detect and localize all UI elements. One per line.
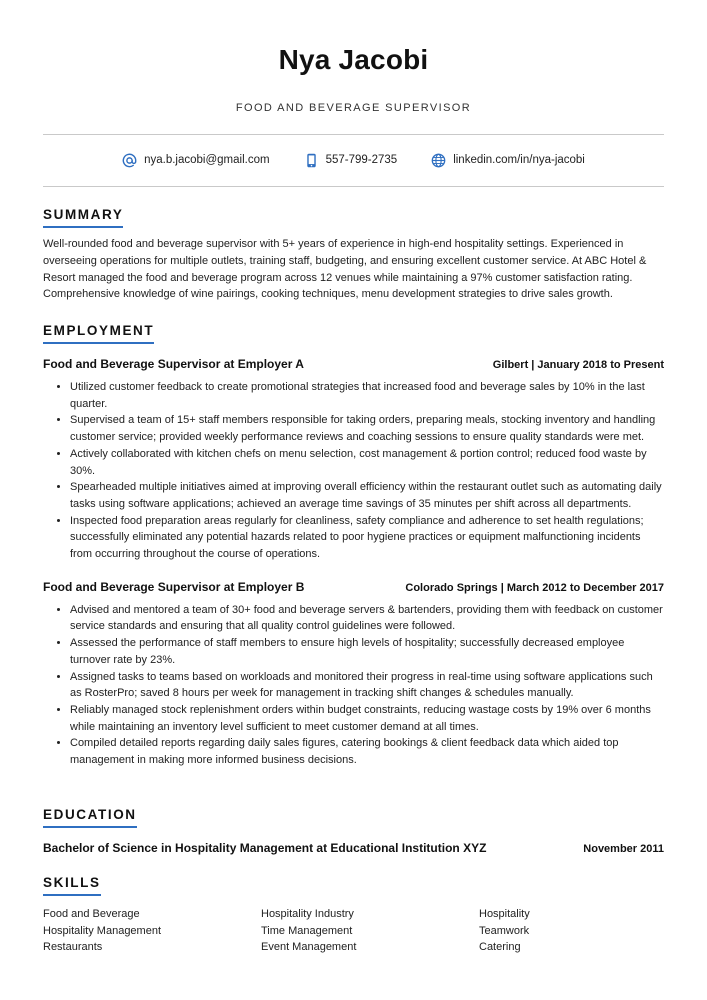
contact-bar <box>0 150 707 170</box>
at-sign-icon <box>122 153 137 168</box>
skill-item: Catering <box>479 941 521 954</box>
phone-text: 557-799-2735 <box>325 154 398 166</box>
contact-linkedin[interactable] <box>431 153 585 168</box>
job-bullets <box>43 602 664 769</box>
bullet-item: • Assigned tasks to teams based on workloads and monitored their progress in real-time using software applications such as RosterPro; saved 8 hours per week for management in tracking shift changes & schedules manually. <box>70 669 664 702</box>
job-meta: Colorado Springs | March 2012 to December 2017 <box>405 581 664 594</box>
education-date: November 2011 <box>583 843 664 855</box>
skill-item: Restaurants <box>43 941 103 954</box>
job-title-text: Food and Beverage Supervisor at Employer B <box>43 579 305 594</box>
bullet-item: • Utilized customer feedback to create promotional strategies that increased food and beverage sales by 10% in the last quarter. <box>70 379 664 412</box>
globe-icon <box>431 153 446 168</box>
skill-item: Teamwork <box>479 924 530 937</box>
bullet-item: • Actively collaborated with kitchen chefs on menu selection, cost management & portion control; reduced food waste by 30%. <box>70 446 664 479</box>
skill-item: Hospitality Management <box>43 924 162 937</box>
bullet-item: • Reliably managed stock replenishment orders within budget constraints, reducing wastage costs by 19% over 6 months while maintaining an inventory level sufficient to meet customer demand at all times. <box>70 702 664 735</box>
skills-section <box>43 874 664 956</box>
job-header <box>43 357 664 371</box>
job-title-text: Food and Beverage Supervisor at Employer A <box>43 357 304 371</box>
linkedin-text: linkedin.com/in/nya-jacobi <box>453 154 585 166</box>
summary-heading: SUMMARY <box>43 207 123 228</box>
education-heading: EDUCATION <box>43 807 137 828</box>
skill-item: Event Management <box>261 941 357 954</box>
job-header <box>43 580 664 594</box>
summary-section <box>43 206 664 303</box>
education-section <box>43 806 664 855</box>
skill-item: Hospitality Industry <box>261 908 354 920</box>
header-divider-bottom <box>43 186 664 187</box>
bullet-item: • Compiled detailed reports regarding daily sales figures, catering bookings & client feedback data which aided top management in making more informed business decisions. <box>70 735 664 768</box>
email-text: nya.b.jacobi@gmail.com <box>144 154 270 166</box>
bullet-item: • Supervised a team of 15+ staff members responsible for taking orders, preparing meals, stocking inventory and handling customer service; provided weekly performance reviews and coaching sessions to ensure quality standards were met. <box>70 412 664 445</box>
candidate-name: Nya Jacobi <box>278 44 429 75</box>
employment-section <box>43 322 664 769</box>
bullet-item: • Spearheaded multiple initiatives aimed at improving overall efficiency within the restaurant outlet such as automating daily tasks using software applications; achieved an average time savings of 35 minutes per shift across all departments. <box>70 479 664 512</box>
bullet-item: • Inspected food preparation areas regularly for cleanliness, safety compliance and adherence to set health regulations; successfully eliminated any potential hazards related to poor hygiene practices or equipment malfunctioning incidents from occurring throughout the course of operations. <box>70 513 664 563</box>
contact-email[interactable] <box>122 153 269 168</box>
skills-grid <box>43 906 664 956</box>
degree-text: Bachelor of Science in Hospitality Management at Educational Institution XYZ <box>43 841 487 855</box>
job-bullets <box>43 379 664 563</box>
skills-heading: SKILLS <box>43 875 101 896</box>
job-meta: Gilbert | January 2018 to Present <box>492 359 664 371</box>
header-divider-top <box>43 134 664 135</box>
skill-item: Food and Beverage <box>43 908 140 920</box>
job-entry <box>43 580 664 769</box>
mobile-phone-icon <box>304 153 319 168</box>
bullet-item: • Advised and mentored a team of 30+ food and beverage servers & bartenders, providing them with feedback on customer service standards and ensuring that all quality control guidelines were followed. <box>70 602 664 635</box>
summary-text: Well-rounded food and beverage supervisor with 5+ years of experience in high-end hospitality settings. Experienced in overseeing operations for multiple outlets, training staff, budgeting, and ensuring excellent customer service. At ABC Hotel & Resort managed the food and beverage program across 12 venues while maintaining a 97% customer satisfaction rating. Comprehensive knowledge of wine pairings, cooking techniques, menu development strategies to drive sales growth. <box>43 238 647 301</box>
job-entry <box>43 357 664 563</box>
skill-item: Hospitality <box>479 908 530 920</box>
education-entry <box>43 841 664 855</box>
contact-phone[interactable] <box>304 153 398 168</box>
bullet-item: • Assessed the performance of staff members to ensure high levels of hospitality; successfully decreased employee turnover rate by 23%. <box>70 635 664 668</box>
skill-item: Time Management <box>261 924 353 937</box>
employment-heading: EMPLOYMENT <box>43 323 154 344</box>
job-title: FOOD AND BEVERAGE SUPERVISOR <box>235 102 472 114</box>
